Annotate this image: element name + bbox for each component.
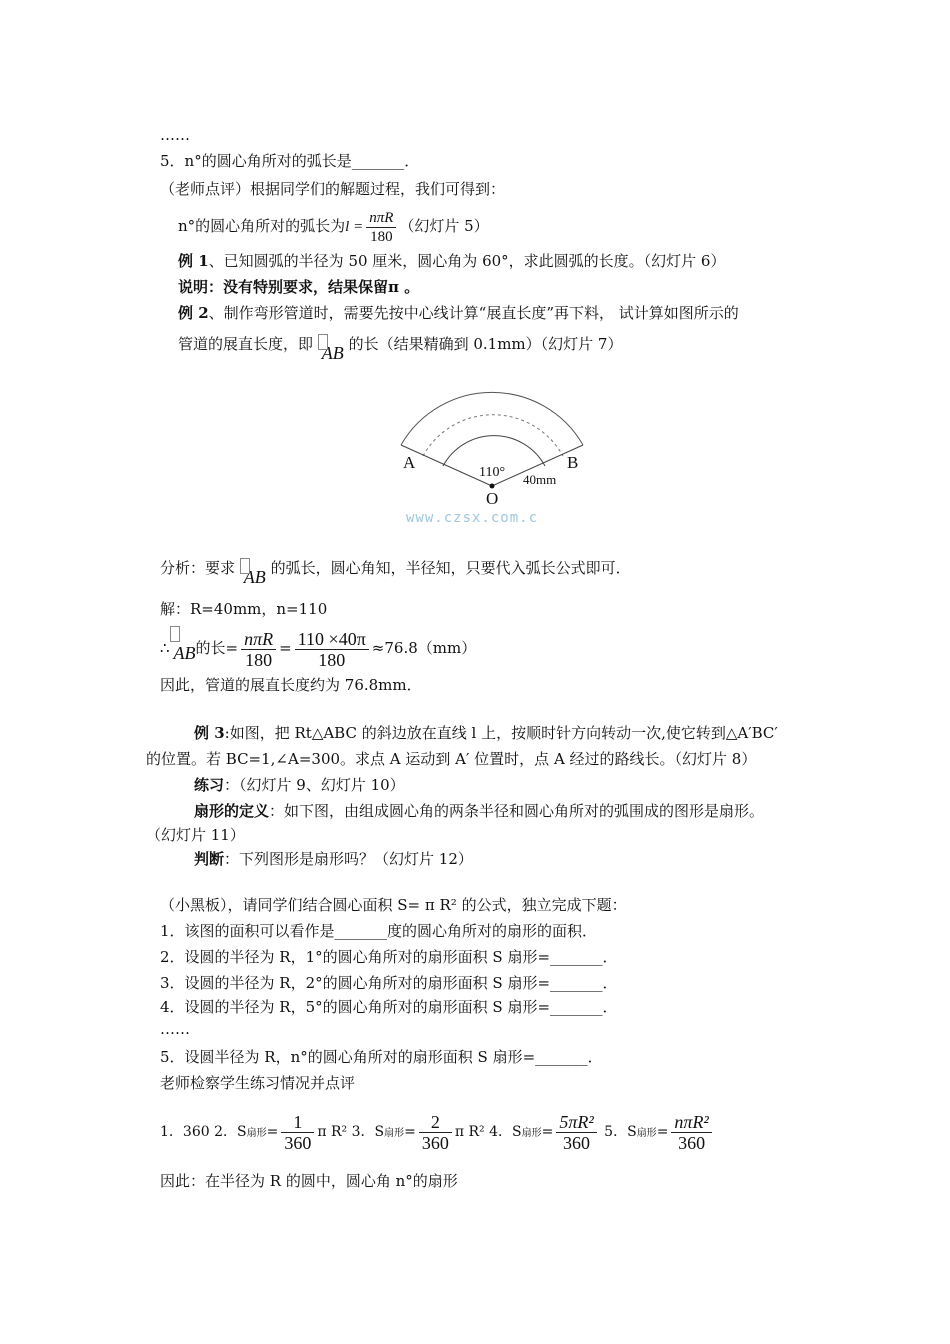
example-2 [178, 304, 739, 322]
formula-lhs: l = [345, 219, 364, 235]
question-2: 2．设圆的半径为 R，1°的圆心角所对的扇形面积 S 扇形=_______． [160, 948, 618, 966]
label-b: B [567, 453, 579, 472]
question-1: 1．该图的面积可以看作是_______度的圆心角所对的扇形的面积． [160, 922, 598, 940]
calc-num-2: 110 ×40π [295, 629, 369, 650]
example-2-text: 、制作弯形管道时，需要先按中心线计算“展直长度”再下料， 试计算如图所示的 [208, 304, 739, 322]
analysis-post: 的弧长，圆心角知，半径知，只要代入弧长公式即可． [270, 559, 631, 577]
analysis-arc-ab: AB [240, 562, 266, 592]
question-5-arc: 5．n°的圆心角所对的弧长是_______． [160, 152, 420, 170]
solution-given: 解：R=40mm，n=110 [160, 600, 328, 618]
answer-4-eq: = [541, 1124, 554, 1140]
practice-text: ：（幻灯片 9、幻灯片 10） [224, 776, 405, 794]
example-1 [178, 252, 725, 270]
practice [194, 776, 405, 794]
calc-den-1: 180 [245, 649, 273, 670]
example-3 [194, 724, 778, 742]
judge [194, 850, 473, 868]
calc-fraction-1 [241, 629, 276, 670]
example-1-label: 例 1 [178, 252, 209, 270]
analysis [160, 552, 631, 587]
formula-intro: n°的圆心角所对的弧长为 [178, 217, 346, 235]
arc-length-fraction [366, 209, 396, 246]
example-2-post: 的长（结果精确到 0.1mm）（幻灯片 7） [348, 335, 623, 353]
center-point [490, 484, 495, 489]
calc-arc-ab: AB [170, 630, 196, 676]
blackboard-intro: （小黑板），请同学们结合圆心面积 S= π R² 的公式，独立完成下题： [160, 896, 627, 914]
fraction-denominator: 180 [370, 228, 393, 245]
ellipsis-1: …… [160, 126, 190, 144]
answer-2-sub: 扇形 [246, 1128, 267, 1139]
teacher-comment: （老师点评）根据同学们的解题过程，我们可得到： [160, 180, 506, 198]
calc-result: ≈76.8（mm） [371, 639, 477, 657]
sector-definition-label: 扇形的定义 [194, 802, 270, 820]
answer-2-post: π R² 3．S [317, 1124, 385, 1140]
solution-conclusion: 因此，管道的展直长度约为 76.8mm． [160, 676, 422, 694]
note: 说明：没有特别要求，结果保留π 。 [178, 278, 420, 296]
therefore: ∴ [160, 639, 170, 657]
angle-label: 110° [479, 465, 506, 480]
answer-4-post: 5．S [599, 1124, 637, 1140]
example-1-text: 、已知圆弧的半径为 50 厘米，圆心角为 60°，求此圆弧的长度。（幻灯片 6） [208, 252, 726, 270]
calc-fraction-2 [295, 629, 369, 670]
answer-4-fraction [556, 1112, 596, 1153]
answer-3-sub: 扇形 [384, 1128, 405, 1139]
example-2-label: 例 2 [178, 304, 209, 322]
answer-2-num: 1 [281, 1112, 314, 1133]
teacher-check: 老师检察学生练习情况并点评 [160, 1074, 356, 1092]
answer-2-eq: = [266, 1124, 279, 1140]
answer-2-fraction [281, 1112, 314, 1153]
outer-arc [401, 392, 583, 445]
ellipsis-2: …… [160, 1020, 190, 1038]
radius-label: 40mm [523, 472, 557, 487]
analysis-pre: 分析：要求 [160, 559, 236, 577]
answer-5-den: 360 [678, 1132, 706, 1153]
judge-label: 判断 [194, 850, 225, 868]
judge-text: ：下列图形是扇形吗？（幻灯片 12） [224, 850, 473, 868]
sector-area-conclusion: 因此：在半径为 R 的圆中，圆心角 n°的扇形 [160, 1172, 458, 1190]
question-3: 3．设圆的半径为 R，2°的圆心角所对的扇形面积 S 扇形=_______． [160, 974, 618, 992]
answer-3-fraction [419, 1112, 452, 1153]
example-3-line-2: 的位置。若 BC=1,∠A=300。求点 A 运动到 A′ 位置时，点 A 经过的路线长。（幻灯片 8） [146, 750, 757, 768]
practice-label: 练习 [194, 776, 225, 794]
label-a: A [403, 453, 416, 472]
answer-4-den: 360 [563, 1132, 591, 1153]
answer-4-num: 5πR² [556, 1112, 596, 1133]
question-5-area: 5．设圆半径为 R，n°的圆心角所对的扇形面积 S 扇形=_______． [160, 1048, 603, 1066]
calc-length-of: 的长= [195, 639, 239, 657]
sector-definition-line-2: （幻灯片 11） [146, 826, 245, 844]
answer-3-post: π R² 4．S [454, 1124, 522, 1140]
sector-definition [194, 802, 764, 820]
calc-equals: = [279, 639, 292, 657]
arc-length-formula-line [178, 206, 489, 247]
answer-2-den: 360 [284, 1132, 312, 1153]
answer-5-eq: = [656, 1124, 669, 1140]
watermark: www.czsx.com.c [406, 510, 539, 526]
answer-5-fraction [671, 1112, 711, 1153]
answer-4-sub: 扇形 [521, 1128, 542, 1139]
answer-5-sub: 扇形 [636, 1128, 657, 1139]
solution-calc [160, 624, 476, 671]
calc-num-1: nπR [241, 629, 276, 650]
answer-1-2: 1．360 2．S [160, 1124, 247, 1140]
answer-3-eq: = [404, 1124, 416, 1140]
label-o: O [486, 489, 499, 508]
example-2-pre: 管道的展直长度，即 [178, 335, 314, 353]
fraction-numerator: nπR [366, 209, 396, 228]
example-3-text: :如图，把 Rt△ABC 的斜边放在直线 l 上，按顺时针方向转动一次,使它转到△A′BC′ [224, 724, 778, 742]
example-3-label: 例 3 [194, 724, 225, 742]
answers-line [160, 1102, 715, 1164]
slide-ref: （幻灯片 5） [399, 217, 489, 235]
answer-3-num: 2 [419, 1112, 452, 1133]
question-4: 4．设圆的半径为 R，5°的圆心角所对的扇形面积 S 扇形=_______． [160, 998, 618, 1016]
inner-arc [443, 436, 545, 466]
sector-definition-text: ：如下图，由组成圆心角的两条半径和圆心角所对的弧围成的图形是扇形。 [269, 802, 765, 820]
arc-ab: AB [318, 338, 344, 368]
answer-5-num: nπR² [671, 1112, 711, 1133]
example-2-line-2 [178, 328, 623, 363]
answer-3-den: 360 [421, 1132, 449, 1153]
calc-den-2: 180 [318, 649, 346, 670]
